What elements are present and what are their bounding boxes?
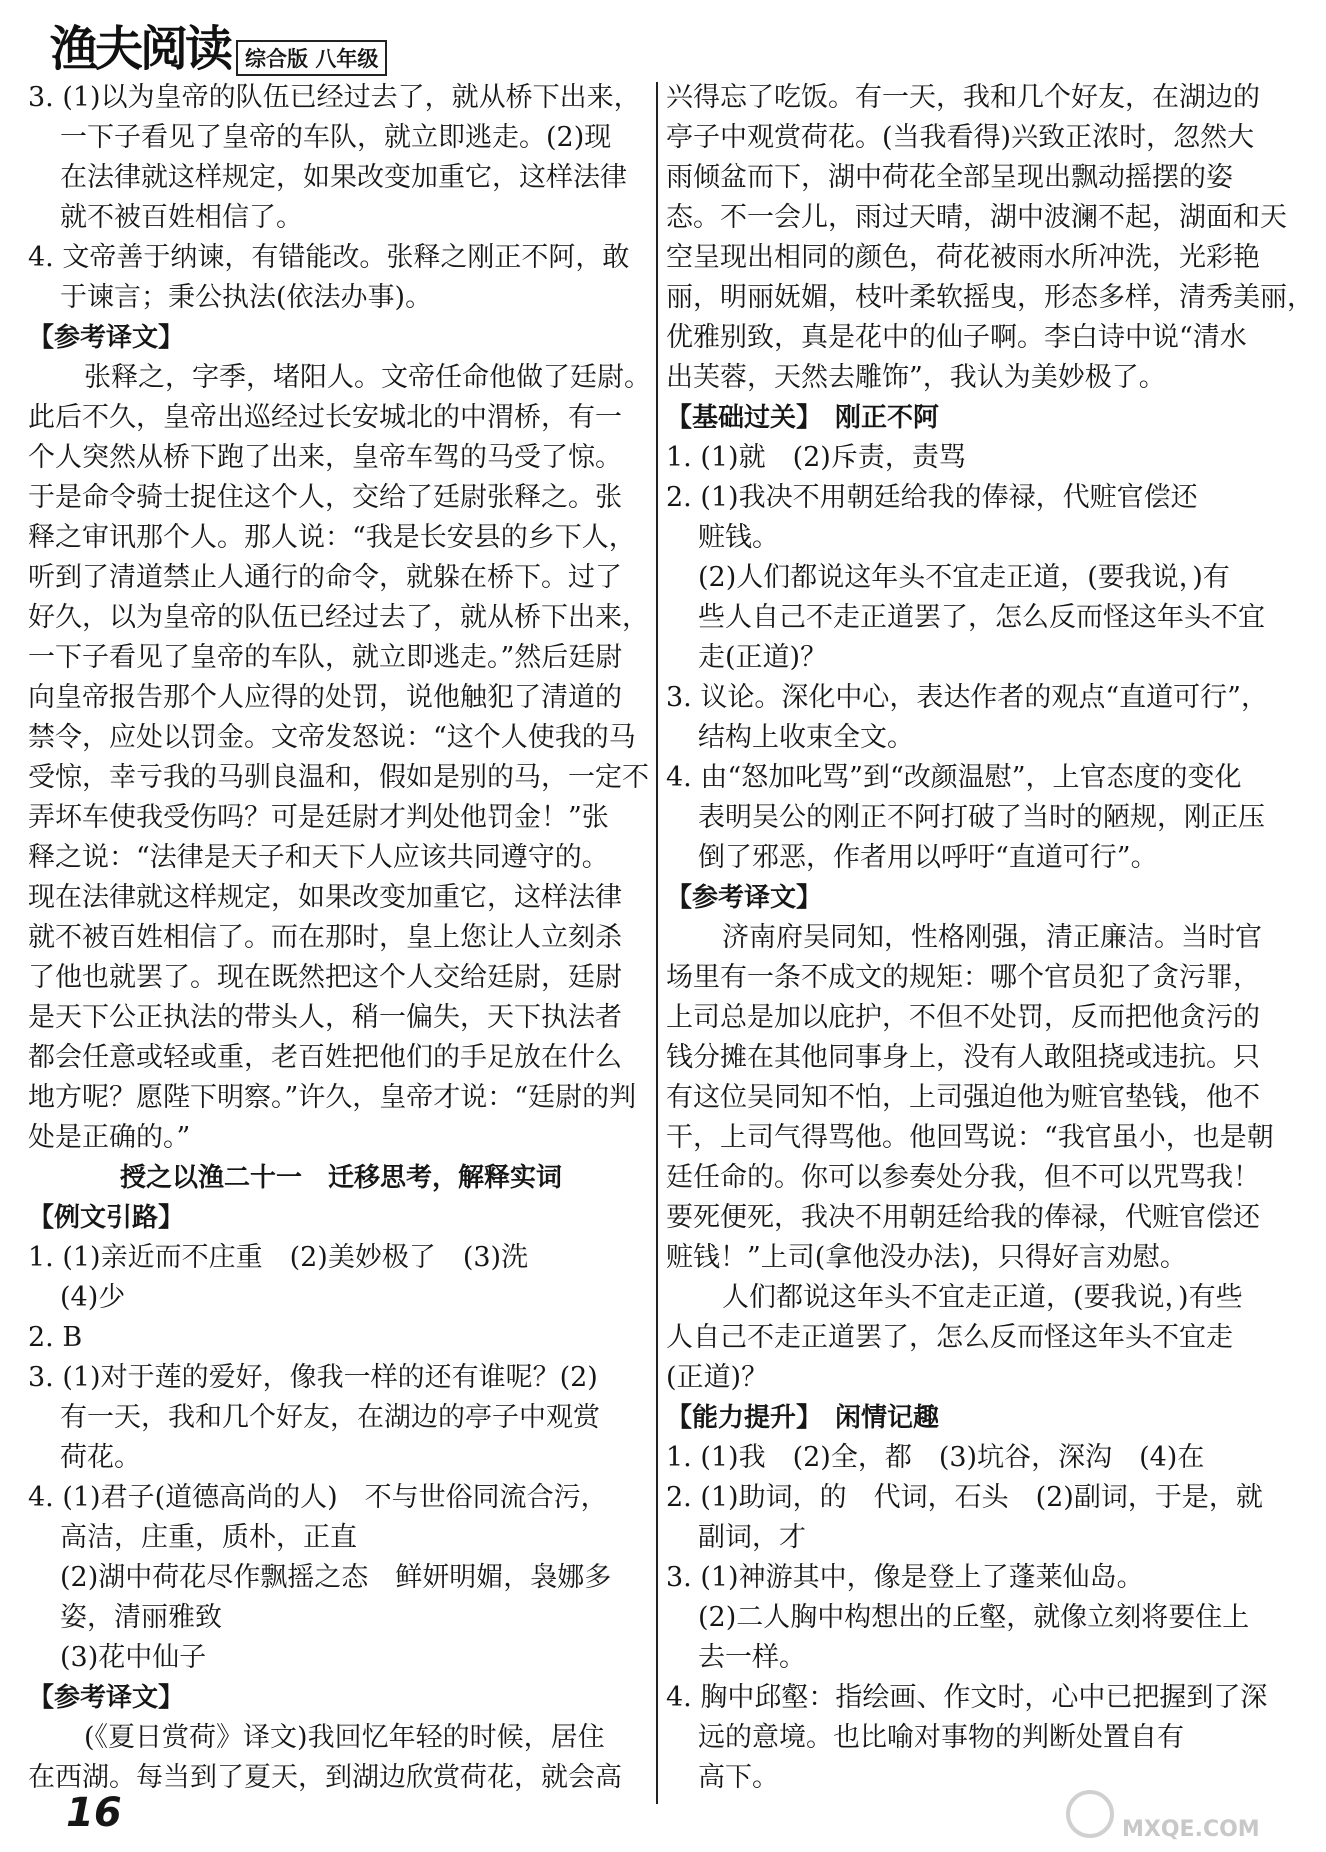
text-line: 禁令，应处以罚金。文帝发怒说：“这个人使我的马 bbox=[28, 722, 636, 753]
text-line: 优雅别致，真是花中的仙子啊。李白诗中说“清水 bbox=[666, 322, 1247, 353]
text-line: 4. 胸中邱壑：指绘画、作文时，心中已把握到了深 bbox=[666, 1682, 1268, 1713]
text-line: 张释之，字季，堵阳人。文帝任命他做了廷尉。 bbox=[84, 362, 651, 393]
text-line: (《夏日赏荷》译文)我回忆年轻的时候，居住 bbox=[84, 1722, 605, 1753]
text-line: 高洁，庄重，质朴，正直 bbox=[60, 1522, 357, 1553]
text-line: 2. (1)我决不用朝廷给我的俸禄，代赃官偿还 bbox=[666, 482, 1198, 513]
watermark-logo bbox=[1060, 1786, 1310, 1846]
text-line: (2)湖中荷花尽作飘摇之态 鲜妍明媚，袅娜多 bbox=[60, 1562, 612, 1593]
text-line: 倒了邪恶，作者用以呼吁“直道可行”。 bbox=[698, 842, 1158, 873]
text-line: 有一天，我和几个好友，在湖边的亭子中观赏 bbox=[60, 1402, 600, 1433]
text-line: 向皇帝报告那个人应得的处罚，说他触犯了清道的 bbox=[28, 682, 622, 713]
text-line: (3)花中仙子 bbox=[60, 1642, 207, 1673]
text-line: 听到了清道禁止人通行的命令，就躲在桥下。过了 bbox=[28, 562, 622, 593]
text-line: 释之审讯那个人。那人说：“我是长安县的乡下人， bbox=[28, 522, 636, 553]
text-line: 就不被百姓相信了。而在那时，皇上您让人立刻杀 bbox=[28, 922, 622, 953]
text-line: 丽，明丽妩媚，枝叶柔软摇曳，形态多样，清秀美丽， bbox=[666, 282, 1314, 313]
brand-logo: 渔夫阅读 bbox=[50, 21, 231, 77]
text-line: 要死便死，我决不用朝廷给我的俸禄，代赃官偿还 bbox=[666, 1202, 1260, 1233]
text-line: 场里有一条不成文的规矩：哪个官员犯了贪污罪， bbox=[666, 962, 1260, 993]
text-line: (2)二人胸中构想出的丘壑，就像立刻将要住上 bbox=[698, 1602, 1250, 1633]
text-line: 姿，清丽雅致 bbox=[60, 1602, 222, 1633]
text-line: 有这位吴同知不怕，上司强迫他为赃官垫钱，他不 bbox=[666, 1082, 1260, 1113]
text-line: 弄坏车使我受伤吗？可是廷尉才判处他罚金！”张 bbox=[28, 802, 609, 833]
text-line: 雨倾盆而下，湖中荷花全部呈现出飘动摇摆的姿 bbox=[666, 162, 1233, 193]
text-line: 于谏言；秉公执法(依法办事)。 bbox=[60, 282, 433, 313]
text-line: 些人自己不走正道罢了，怎么反而怪这年头不宜 bbox=[698, 602, 1265, 633]
text-line: 结构上收束全文。 bbox=[698, 722, 914, 753]
text-line: 2. (1)助词，的 代词，石头 (2)副词，于是，就 bbox=[666, 1482, 1263, 1513]
text-line: 远的意境。也比喻对事物的判断处置自有 bbox=[698, 1722, 1184, 1753]
text-line: 好久，以为皇帝的队伍已经过去了，就从桥下出来， bbox=[28, 602, 649, 633]
text-line: 4. 文帝善于纳谏，有错能改。张释之刚正不阿，敢 bbox=[28, 242, 630, 273]
text-line: 现在法律就这样规定，如果改变加重它，这样法律 bbox=[28, 882, 622, 913]
text-line: 地方呢？愿陛下明察。”许久，皇帝才说：“廷尉的判 bbox=[28, 1082, 637, 1113]
text-line: 走(正道)？ bbox=[698, 642, 828, 673]
text-line: 了他也就罢了。现在既然把这个人交给廷尉，廷尉 bbox=[28, 962, 622, 993]
section-heading: 【参考译文】 bbox=[666, 883, 823, 913]
text-line: 高下。 bbox=[698, 1762, 779, 1793]
text-line: 1. (1)就 (2)斥责，责骂 bbox=[666, 442, 966, 473]
text-line: 赃钱！”上司(拿他没办法)，只得好言劝慰。 bbox=[666, 1242, 1187, 1273]
text-line: 于是命令骑士捉住这个人，交给了廷尉张释之。张 bbox=[28, 482, 622, 513]
text-line: 态。不一会儿，雨过天晴，湖中波澜不起，湖面和天 bbox=[666, 202, 1287, 233]
section-heading: 【参考译文】 bbox=[28, 323, 185, 353]
column-divider bbox=[656, 82, 658, 1804]
text-line: 干，上司气得骂他。他回骂说：“我官虽小，也是朝 bbox=[666, 1122, 1274, 1153]
page-header bbox=[50, 20, 387, 78]
text-line: 上司总是加以庇护，不但不处罚，反而把他贪污的 bbox=[666, 1002, 1260, 1033]
right-column bbox=[666, 78, 1314, 1798]
watermark-text: MXQE.COM bbox=[1122, 1817, 1260, 1842]
text-line: 荷花。 bbox=[60, 1442, 141, 1473]
text-line: 在西湖。每当到了夏天，到湖边欣赏荷花，就会高 bbox=[28, 1762, 622, 1793]
section-heading: 【例文引路】 bbox=[28, 1203, 185, 1233]
text-line: 就不被百姓相信了。 bbox=[60, 202, 303, 233]
text-line: 济南府吴同知，性格刚强，清正廉洁。当时官 bbox=[722, 922, 1262, 953]
text-line: 4. 由“怒加叱骂”到“改颜温慰”，上官态度的变化 bbox=[666, 762, 1242, 793]
text-line: 个人突然从桥下跑了出来，皇帝车驾的马受了惊。 bbox=[28, 442, 622, 473]
text-line: 3. (1)对于莲的爱好，像我一样的还有谁呢？(2) bbox=[28, 1362, 598, 1393]
text-line: 3. (1)神游其中，像是登上了蓬莱仙岛。 bbox=[666, 1562, 1144, 1593]
section-heading: 【能力提升】 闲情记趣 bbox=[666, 1403, 940, 1433]
text-line: 赃钱。 bbox=[698, 522, 779, 553]
text-line: 钱分摊在其他同事身上，没有人敢阻挠或违抗。只 bbox=[666, 1042, 1260, 1073]
text-line: 兴得忘了吃饭。有一天，我和几个好友，在湖边的 bbox=[666, 82, 1260, 113]
section-heading: 【参考译文】 bbox=[28, 1683, 185, 1713]
left-column bbox=[28, 78, 654, 1798]
text-line: 出芙蓉，天然去雕饰”，我认为美妙极了。 bbox=[666, 362, 1166, 393]
text-line: 空呈现出相同的颜色，荷花被雨水所冲洗，光彩艳 bbox=[666, 242, 1260, 273]
text-line: (正道)？ bbox=[666, 1362, 769, 1393]
text-line: 人们都说这年头不宜走正道，(要我说，)有些 bbox=[722, 1282, 1243, 1313]
text-line: 廷任命的。你可以参奏处分我，但不可以咒骂我！ bbox=[666, 1162, 1260, 1193]
text-line: 在法律就这样规定，如果改变加重它，这样法律 bbox=[60, 162, 627, 193]
text-line: 释之说：“法律是天子和天下人应该共同遵守的。 bbox=[28, 842, 609, 873]
lesson-title: 授之以渔二十一 迁移思考，解释实词 bbox=[119, 1163, 562, 1193]
text-line: 3. 议论。深化中心，表达作者的观点“直道可行”， bbox=[666, 682, 1268, 713]
text-line: 是天下公正执法的带头人，稍一偏失，天下执法者 bbox=[28, 1002, 622, 1033]
text-line: 都会任意或轻或重，老百姓把他们的手足放在什么 bbox=[28, 1042, 622, 1073]
text-line: 去一样。 bbox=[698, 1642, 806, 1673]
edition-label: 综合版 八年级 bbox=[236, 40, 387, 76]
text-line: 受惊，幸亏我的马驯良温和，假如是别的马，一定不 bbox=[28, 762, 649, 793]
text-line: 1. (1)亲近而不庄重 (2)美妙极了 (3)洗 bbox=[28, 1242, 529, 1273]
text-line: (2)人们都说这年头不宜走正道，(要我说，)有 bbox=[698, 562, 1230, 593]
text-line: 2. B bbox=[28, 1322, 83, 1353]
text-line: 人自己不走正道罢了，怎么反而怪这年头不宜走 bbox=[666, 1322, 1233, 1353]
text-line: 1. (1)我 (2)全，都 (3)坑谷，深沟 (4)在 bbox=[666, 1442, 1205, 1473]
text-line: 表明吴公的刚正不阿打破了当时的陋规，刚正压 bbox=[698, 802, 1265, 833]
text-line: 处是正确的。” bbox=[28, 1122, 191, 1153]
text-line: (4)少 bbox=[60, 1282, 126, 1313]
text-line: 此后不久，皇帝出巡经过长安城北的中渭桥，有一 bbox=[28, 402, 622, 433]
text-line: 一下子看见了皇帝的车队，就立即逃走。”然后廷尉 bbox=[28, 642, 623, 673]
page-number: 16 bbox=[66, 1790, 122, 1836]
text-line: 3. (1)以为皇帝的队伍已经过去了，就从桥下出来， bbox=[28, 82, 641, 113]
text-line: 副词，才 bbox=[698, 1522, 806, 1553]
text-line: 4. (1)君子(道德高尚的人) 不与世俗同流合污， bbox=[28, 1482, 608, 1513]
section-heading: 【基础过关】 刚正不阿 bbox=[666, 403, 940, 433]
text-line: 一下子看见了皇帝的车队，就立即逃走。(2)现 bbox=[60, 122, 612, 153]
text-line: 亭子中观赏荷花。(当我看得)兴致正浓时，忽然大 bbox=[666, 122, 1255, 153]
